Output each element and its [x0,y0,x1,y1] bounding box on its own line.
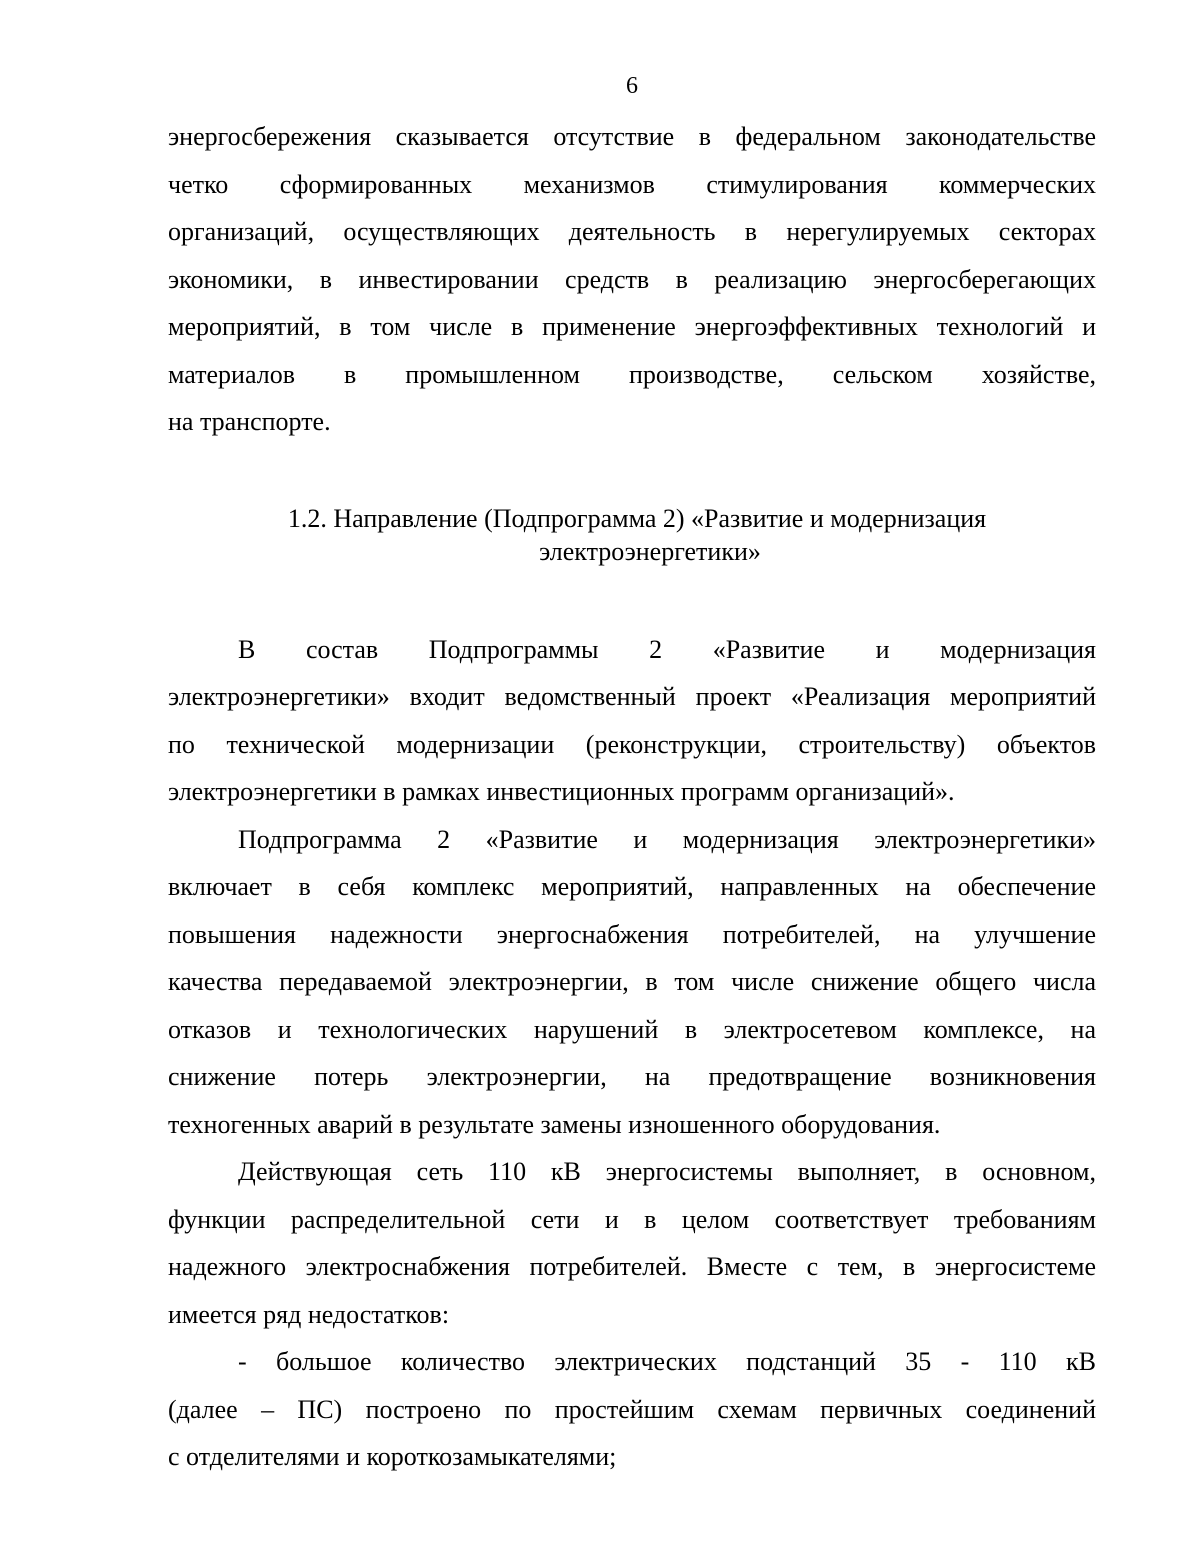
page-number: 6 [626,73,638,99]
text-line: техногенных аварий в результате замены изношенного оборудования. [168,1109,941,1139]
paragraph-list-item [168,1338,1096,1481]
intro-paragraph [168,113,1096,446]
text-line: В состав Подпрограммы 2 «Развитие и модернизация [238,634,1096,664]
paragraph-network [168,1148,1096,1338]
text-line: электроэнергетики в рамках инвестиционных программ организаций». [168,777,955,806]
text-line: включает в себя комплекс мероприятий, направленных на обеспечение [168,872,1096,901]
text-line: надежного электроснабжения потребителей. Вместе с тем, в энергосистеме [168,1252,1096,1281]
text-line: энергосбережения сказывается отсутствие в федеральном законодательстве [168,122,1096,151]
text-line: по технической модернизации (реконструкции, строительству) объектов [168,729,1096,759]
text-line: Действующая сеть 110 кВ энергосистемы выполняет, в основном, [238,1157,1096,1186]
paragraph-subprogram [168,816,1096,1149]
text-line: с отделителями и короткозамыкателями; [168,1442,617,1471]
text-line: снижение потерь электроэнергии, на предотвращение возникновения [168,1062,1096,1091]
text-line: отказов и технологических нарушений в электросетевом комплексе, на [168,1014,1096,1044]
text-line: организаций, осуществляющих деятельность в нерегулируемых секторах [168,217,1096,246]
text-line: электроэнергетики» входит ведомственный проект «Реализация мероприятий [168,682,1096,711]
text-line: на транспорте. [168,407,331,436]
document-body [168,113,1096,1481]
text-line: материалов в промышленном производстве, сельском хозяйстве, [168,359,1096,389]
text-line: - большое количество электрических подстанций 35 - 110 кВ [238,1347,1096,1376]
text-line: (далее – ПС) построено по простейшим схемам первичных соединений [168,1394,1096,1424]
section-heading-line: электроэнергетики» [539,536,761,566]
text-line: четко сформированных механизмов стимулирования коммерческих [168,169,1096,199]
paragraph-composition [168,626,1096,816]
text-line: качества передаваемой электроэнергии, в том числе снижение общего числа [168,967,1096,996]
text-line: экономики, в инвестировании средств в реализацию энергосберегающих [168,264,1096,294]
text-line: мероприятий, в том числе в применение энергоэффективных технологий и [168,312,1096,341]
text-line: повышения надежности энергоснабжения потребителей, на улучшение [168,919,1096,949]
text-line: функции распределительной сети и в целом соответствует требованиям [168,1204,1096,1234]
text-line: имеется ряд недостатков: [168,1299,450,1329]
section-heading-line: 1.2. Направление (Подпрограмма 2) «Развитие и модернизация [287,503,987,533]
section-heading [168,502,1096,568]
text-line: Подпрограмма 2 «Развитие и модернизация электроэнергетики» [238,824,1096,854]
